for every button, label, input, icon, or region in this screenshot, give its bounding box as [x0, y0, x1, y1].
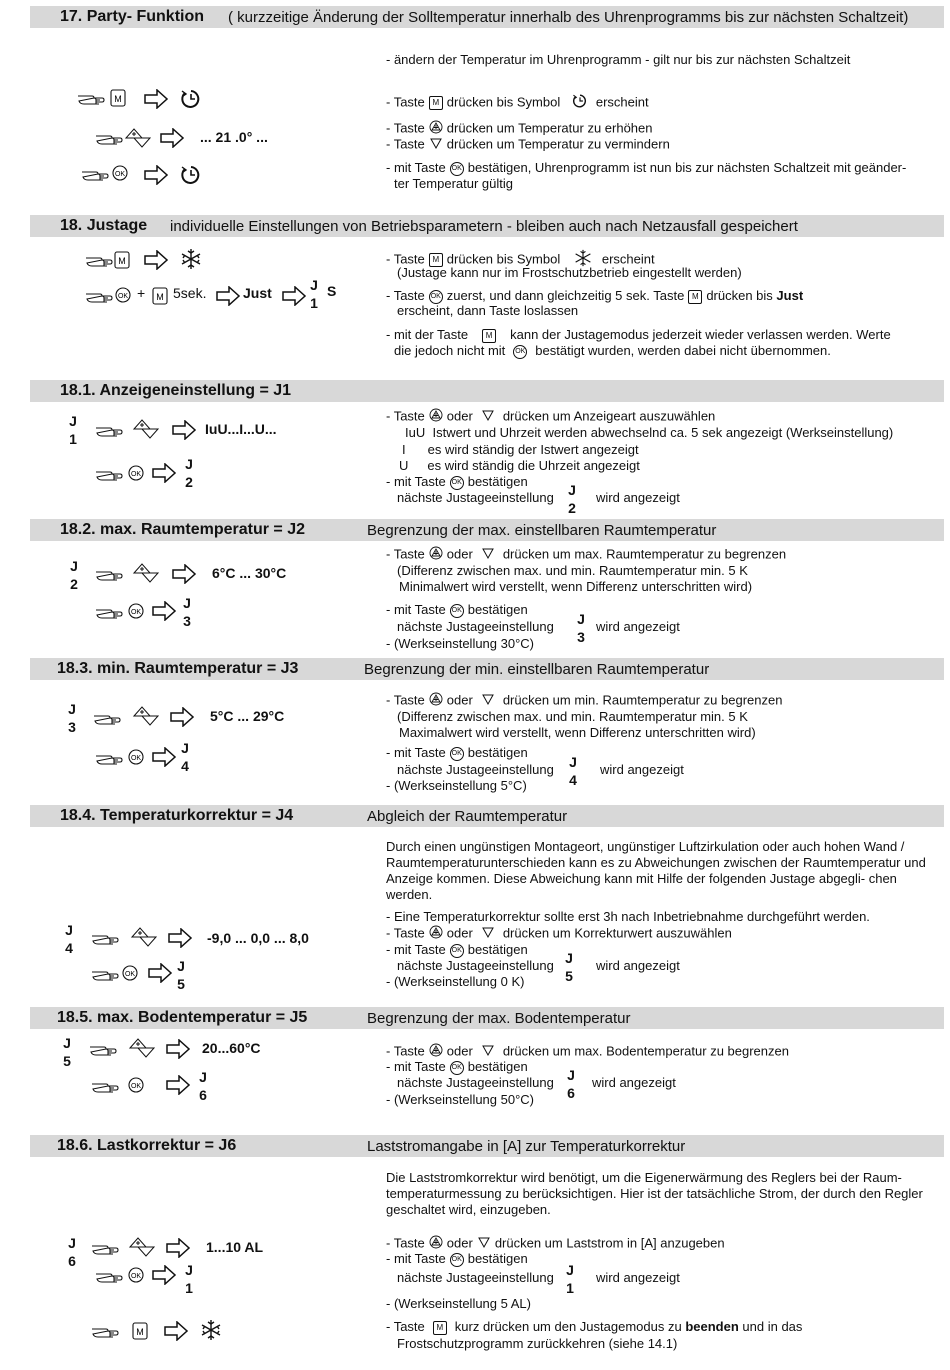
m-key-icon: M [429, 96, 443, 110]
j-number: 6 [567, 1085, 575, 1101]
hand-pointer-icon [88, 1041, 118, 1057]
section-18-1-header [30, 380, 944, 402]
j-letter: J [565, 950, 573, 966]
instruction-line: - Taste oder drücken um max. Raumtemperatur zu begrenzen [386, 546, 786, 564]
instruction-line: - mit Taste OK bestätigen, Uhrenprogramm ist nun bis zur nächsten Schaltzeit mit geänder- [386, 160, 907, 175]
s-letter: S [327, 283, 337, 299]
hand-pointer-icon [94, 422, 124, 438]
instruction-line: nächste Justageeinstellung [397, 762, 554, 777]
j-number: 6 [199, 1087, 207, 1103]
j-letter: J [567, 1067, 575, 1083]
instruction-line: wird angezeigt [596, 1270, 680, 1285]
section-title: 18.1. Anzeigeneinstellung = J1 [60, 382, 292, 399]
arrow-right-icon [166, 1039, 190, 1059]
ok-key-icon [128, 1267, 144, 1283]
j-letter: J [63, 1035, 71, 1051]
instruction-line: - (Werkseinstellung 30°C) [386, 636, 535, 651]
j-number: 2 [568, 500, 576, 516]
ok-key-icon: OK [450, 1061, 464, 1075]
down-key-icon [481, 546, 495, 564]
arrow-right-icon [144, 250, 168, 270]
instruction-line: Frostschutzprogramm zurückkehren (siehe 14.1) [397, 1336, 678, 1351]
arrow-right-icon [144, 89, 168, 109]
instruction-line: wird angezeigt [596, 619, 680, 634]
instruction-line: nächste Justageeinstellung [397, 619, 554, 634]
section-18-header [30, 215, 944, 237]
svg-text:OK: OK [130, 755, 142, 762]
section-title: 18.6. Lastkorrektur = J6 [57, 1137, 237, 1154]
instruction-line: - (Werkseinstellung 5°C) [386, 778, 527, 793]
instruction-line: wird angezeigt [596, 490, 680, 505]
j-number: 6 [68, 1253, 76, 1269]
hand-pointer-icon [90, 1240, 120, 1256]
hand-pointer-icon [80, 166, 110, 182]
ok-key-icon: OK [450, 944, 464, 958]
section-18-5-header [30, 1007, 944, 1029]
j-number: 1 [310, 295, 318, 311]
ok-key-icon [122, 965, 138, 981]
hand-pointer-icon [94, 1268, 124, 1284]
arrow-right-icon [282, 286, 306, 306]
j-letter: J [65, 922, 73, 938]
down-key-icon [429, 136, 443, 154]
instruction-line: die jedoch nicht mit OK bestätigt wurden, werden dabei nicht übernommen. [394, 343, 831, 358]
j-letter: J [68, 701, 76, 717]
j-number: 5 [177, 976, 185, 992]
instruction-line: I es wird ständig der Istwert angezeigt [402, 442, 639, 457]
j-letter: J [68, 1235, 76, 1251]
arrow-right-icon [172, 420, 196, 440]
arrow-right-icon [152, 747, 176, 767]
instruction-line: nächste Justageeinstellung [397, 1270, 554, 1285]
instruction-line: - Eine Temperaturkorrektur sollte erst 3h nach Inbetriebnahme durchgeführt werden. [386, 909, 870, 924]
ok-key-icon [115, 287, 131, 303]
ok-key-icon [128, 1077, 144, 1093]
up-key-icon [429, 692, 443, 710]
arrow-right-icon [170, 707, 194, 727]
down-key-icon [481, 925, 495, 943]
hand-pointer-icon [90, 966, 120, 982]
j-letter: J [569, 754, 577, 770]
instruction-line: - mit Taste OK bestätigen [386, 942, 528, 957]
description-paragraph: Durch einen ungünstigen Montageort, ungünstiger Luftzirkulation oder auch hohen Wand / Raumtemperaturunterschieden kann es zu Abweichungen zwischen der Raumtemperatur und Anzeige kommen. Diese Abweichung kann mit Hilfe der folgenden Justage abgegli- chen werden. [386, 839, 926, 902]
svg-text:M: M [118, 256, 126, 266]
j-number: 1 [566, 1280, 574, 1296]
svg-text:OK: OK [124, 971, 136, 978]
j-letter: J [566, 1262, 574, 1278]
range-value: 5°C ... 29°C [210, 708, 285, 724]
hand-pointer-icon [84, 252, 114, 268]
j-number: 4 [181, 758, 189, 774]
arrow-right-icon [148, 963, 172, 983]
instruction-line: - mit Taste OK bestätigen [386, 1059, 528, 1074]
j-letter: J [69, 413, 77, 429]
section-18-6-header [30, 1135, 944, 1157]
ok-key-icon: OK [450, 1253, 464, 1267]
down-key-icon [481, 692, 495, 710]
arrow-right-icon [166, 1238, 190, 1258]
hand-pointer-icon [84, 288, 114, 304]
section-18-2-header [30, 519, 944, 541]
svg-text:OK: OK [117, 293, 129, 300]
j-letter: J [185, 456, 193, 472]
instruction-line: - Taste oder drücken um Korrekturwert auszuwählen [386, 925, 732, 943]
hand-pointer-icon [90, 930, 120, 946]
instruction-line: (Differenz zwischen max. und min. Raumtemperatur min. 5 K [397, 563, 748, 578]
j-number: 4 [569, 772, 577, 788]
ok-key-icon [128, 603, 144, 619]
intro-text: - ändern der Temperatur im Uhrenprogramm - gilt nur bis zur nächsten Schaltzeit [386, 52, 851, 67]
section-subtitle: Laststromangabe in [A] zur Temperaturkorrektur [367, 1138, 686, 1155]
j-letter: J [577, 611, 585, 627]
m-key-icon: M [688, 290, 702, 304]
section-title: 18. Justage [60, 217, 148, 234]
range-value: -9,0 ... 0,0 ... 8,0 [207, 930, 309, 946]
arrow-right-icon [216, 286, 240, 306]
instruction-line: - (Werkseinstellung 5 AL) [386, 1296, 531, 1311]
arrow-right-icon [164, 1321, 188, 1341]
section-17-header [30, 6, 944, 28]
up-key-icon [429, 546, 443, 564]
j-letter: J [185, 1262, 193, 1278]
instruction-line: nächste Justageeinstellung [397, 490, 554, 505]
up-down-keys-icon [124, 127, 152, 149]
section-title: 18.3. min. Raumtemperatur = J3 [57, 660, 299, 677]
m-key-icon: M [433, 1321, 447, 1335]
up-key-icon [429, 925, 443, 943]
instruction-line: (Differenz zwischen max. und min. Raumtemperatur min. 5 K [397, 709, 748, 724]
up-key-icon [429, 408, 443, 426]
range-value: 20...60°C [202, 1040, 261, 1056]
hand-pointer-icon [94, 130, 124, 146]
m-key-icon: M [482, 329, 496, 343]
j-letter: J [310, 277, 318, 293]
temperature-value: ... 21 .0° ... [200, 129, 268, 145]
snowflake-icon [180, 248, 202, 270]
section-title: 17. Party- Funktion [60, 8, 205, 25]
instruction-line: - mit der Taste M kann der Justagemodus jederzeit wieder verlassen werden. Werte [386, 327, 891, 342]
section-subtitle: Begrenzung der min. einstellbaren Raumtemperatur [364, 661, 710, 678]
ok-key-icon: OK [513, 345, 527, 359]
instruction-line: - Taste drücken um Temperatur zu vermindern [386, 136, 670, 154]
up-down-keys-icon [128, 1236, 156, 1258]
instruction-line: nächste Justageeinstellung [397, 958, 554, 973]
instruction-line: - Taste oder drücken um Anzeigeart auszuwählen [386, 408, 715, 426]
section-title: 18.4. Temperaturkorrektur = J4 [60, 807, 294, 824]
range-value: 6°C ... 30°C [212, 565, 287, 581]
section-title: 18.2. max. Raumtemperatur = J2 [60, 521, 306, 538]
up-down-keys-icon [132, 705, 160, 727]
arrow-right-icon [152, 1265, 176, 1285]
svg-text:OK: OK [130, 471, 142, 478]
instruction-line: - Taste M kurz drücken um den Justagemodus zu beenden und in das [386, 1319, 803, 1334]
clock-icon [572, 93, 588, 113]
svg-text:M: M [114, 94, 122, 104]
j-number: 3 [183, 613, 191, 629]
ok-key-icon: OK [429, 290, 443, 304]
instruction-line: - mit Taste OK bestätigen [386, 602, 528, 617]
up-down-keys-icon [130, 926, 158, 948]
m-key-icon [152, 287, 168, 305]
instruction-line: ter Temperatur gültig [394, 176, 513, 191]
up-down-keys-icon [128, 1037, 156, 1059]
j-letter: J [181, 740, 189, 756]
instruction-line: - (Werkseinstellung 0 K) [386, 974, 525, 989]
down-key-icon [481, 408, 495, 426]
svg-text:OK: OK [130, 1273, 142, 1280]
m-key-icon [132, 1322, 148, 1340]
clock-icon [180, 88, 202, 110]
j-letter: J [568, 482, 576, 498]
range-value: IuU...I...U... [205, 421, 277, 437]
section-18-4-header [30, 805, 944, 827]
j-number: 1 [69, 431, 77, 447]
svg-text:OK: OK [130, 609, 142, 616]
svg-text:M: M [136, 1327, 144, 1337]
ok-key-icon [128, 465, 144, 481]
section-subtitle: Begrenzung der max. Bodentemperatur [367, 1010, 631, 1027]
hand-pointer-icon [94, 566, 124, 582]
instruction-line: wird angezeigt [592, 1075, 676, 1090]
plus-sign: + [137, 285, 146, 301]
instruction-line: - Taste OK zuerst, und dann gleichzeitig 5 sek. Taste M drücken bis Just [386, 288, 804, 303]
hand-pointer-icon [90, 1323, 120, 1339]
up-down-keys-icon [132, 418, 160, 440]
instruction-line: (Justage kann nur im Frostschutzbetrieb eingestellt werden) [397, 265, 742, 280]
ok-key-icon: OK [450, 476, 464, 490]
section-subtitle: Begrenzung der max. einstellbaren Raumtemperatur [367, 522, 717, 539]
instruction-line: U es wird ständig die Uhrzeit angezeigt [399, 458, 640, 473]
instruction-line: - Taste M drücken bis Symbol erscheint [386, 249, 655, 271]
arrow-right-icon [160, 128, 184, 148]
instruction-line: - Taste oder drücken um min. Raumtemperatur zu begrenzen [386, 692, 782, 710]
just-label: Just [243, 285, 272, 301]
arrow-right-icon [152, 463, 176, 483]
j-letter: J [177, 958, 185, 974]
arrow-right-icon [168, 928, 192, 948]
instruction-line: - Taste M drücken bis Symbol erscheint [386, 93, 649, 113]
arrow-right-icon [166, 1075, 190, 1095]
instruction-line: Maximalwert wird verstellt, wenn Differenz unterschritten wird) [399, 725, 756, 740]
up-down-keys-icon [132, 562, 160, 584]
hand-pointer-icon [94, 604, 124, 620]
description-paragraph: Die Laststromkorrektur wird benötigt, um die Eigenerwärmung des Reglers bei der Raum- temperaturmessung zu berücksichtigen. Hier ist der tatsächliche Strom, der durch den Regler geschaltet wird, einzugeben. [386, 1170, 923, 1217]
j-number: 5 [63, 1053, 71, 1069]
ok-key-icon [112, 165, 128, 181]
j-number: 4 [65, 940, 73, 956]
instruction-line: - Taste oder drücken um max. Bodentemperatur zu begrenzen [386, 1043, 789, 1061]
instruction-line: nächste Justageeinstellung [397, 1075, 554, 1090]
j-number: 3 [68, 719, 76, 735]
svg-text:M: M [156, 292, 164, 302]
section-18-3-header [30, 658, 944, 680]
hand-pointer-icon [94, 750, 124, 766]
section-subtitle: individuelle Einstellungen von Betriebsparametern - bleiben auch nach Netzausfall gespeichert [170, 218, 798, 235]
m-key-icon [110, 89, 126, 107]
seconds-label: 5sek. [173, 285, 207, 301]
svg-text:OK: OK [130, 1083, 142, 1090]
arrow-right-icon [144, 165, 168, 185]
hand-pointer-icon [76, 90, 106, 106]
ok-key-icon: OK [450, 604, 464, 618]
arrow-right-icon [152, 601, 176, 621]
ok-key-icon: OK [450, 747, 464, 761]
clock-icon [180, 164, 202, 186]
svg-text:OK: OK [114, 171, 126, 178]
range-value: 1...10 AL [206, 1239, 264, 1255]
m-key-icon [114, 251, 130, 269]
ok-key-icon [128, 749, 144, 765]
instruction-line: - Taste drücken um Temperatur zu erhöhen [386, 120, 653, 138]
hand-pointer-icon [90, 1078, 120, 1094]
instruction-line: wird angezeigt [596, 958, 680, 973]
j-letter: J [183, 595, 191, 611]
instruction-line: - mit Taste OK bestätigen [386, 474, 528, 489]
hand-pointer-icon [94, 466, 124, 482]
j-letter: J [70, 558, 78, 574]
snowflake-icon [200, 1319, 222, 1341]
instruction-line: wird angezeigt [600, 762, 684, 777]
j-letter: J [199, 1069, 207, 1085]
m-key-icon: M [429, 253, 443, 267]
instruction-line: erscheint, dann Taste loslassen [397, 303, 579, 318]
j-number: 3 [577, 629, 585, 645]
hand-pointer-icon [92, 710, 122, 726]
arrow-right-icon [172, 564, 196, 584]
ok-key-icon: OK [450, 162, 464, 176]
j-number: 5 [565, 968, 573, 984]
instruction-line: - Taste oder drücken um Laststrom in [A] anzugeben [386, 1235, 725, 1253]
section-subtitle: ( kurzzeitige Änderung der Solltemperatur innerhalb des Uhrenprogramms bis zur nächsten Schaltzeit) [228, 9, 909, 26]
instruction-line: - mit Taste OK bestätigen [386, 1251, 528, 1266]
j-number: 2 [185, 474, 193, 490]
j-number: 1 [185, 1280, 193, 1296]
j-number: 2 [70, 576, 78, 592]
instruction-line: IuU Istwert und Uhrzeit werden abwechselnd ca. 5 sek angezeigt (Werkseinstellung) [405, 425, 894, 440]
section-title: 18.5. max. Bodentemperatur = J5 [57, 1009, 308, 1026]
instruction-line: - (Werkseinstellung 50°C) [386, 1092, 535, 1107]
section-subtitle: Abgleich der Raumtemperatur [367, 808, 568, 825]
instruction-line: - mit Taste OK bestätigen [386, 745, 528, 760]
instruction-line: Minimalwert wird verstellt, wenn Differenz unterschritten wird) [399, 579, 753, 594]
